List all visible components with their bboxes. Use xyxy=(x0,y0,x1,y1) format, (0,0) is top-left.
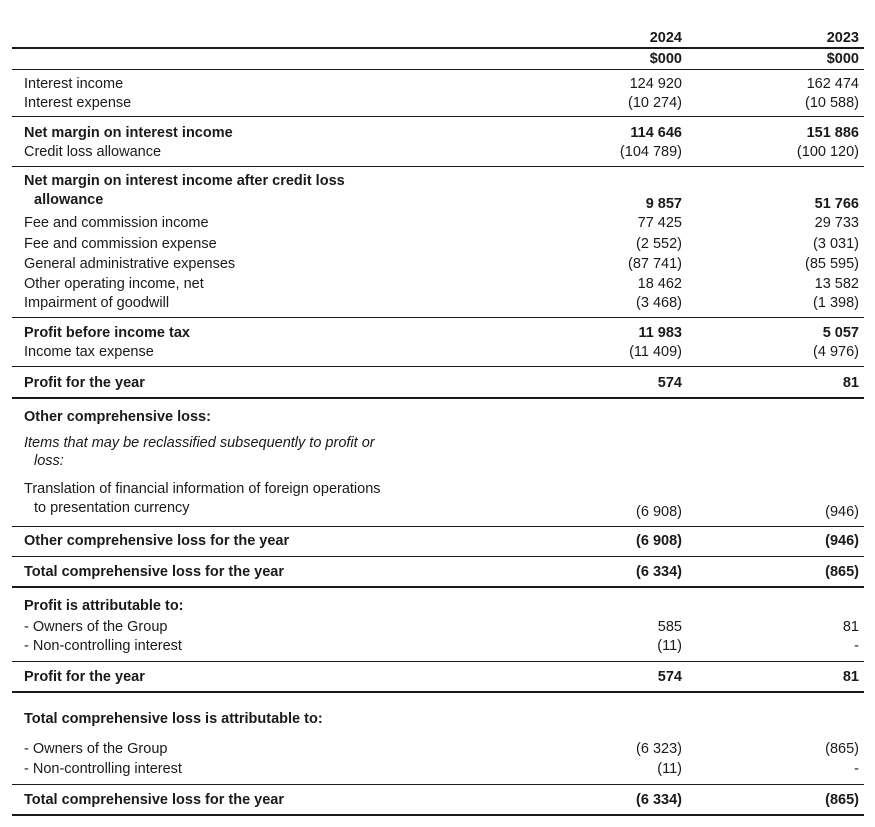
row-label: Income tax expense xyxy=(24,344,154,360)
rule xyxy=(12,366,864,367)
row-label: Other comprehensive loss for the year xyxy=(24,533,290,549)
value-2023: (865) xyxy=(825,741,859,757)
row-label: Profit for the year xyxy=(24,375,145,391)
row-label: - Owners of the Group xyxy=(24,619,168,635)
row-label: Fee and commission income xyxy=(24,215,209,231)
value-2023: (865) xyxy=(825,792,859,808)
rule xyxy=(12,526,864,527)
double-rule xyxy=(12,397,864,399)
value-2023: (946) xyxy=(825,533,859,549)
value-2024: (104 789) xyxy=(619,144,682,160)
row-label: Profit before income tax xyxy=(24,325,190,341)
row-label: Interest expense xyxy=(24,95,132,111)
value-2023: 5 057 xyxy=(822,325,859,341)
unit-rule xyxy=(12,69,864,70)
row-label: - Non-controlling interest xyxy=(24,761,182,777)
value-2024: 77 425 xyxy=(637,215,682,231)
row-label: Interest income xyxy=(24,76,124,92)
value-2024: 114 646 xyxy=(630,125,682,141)
header-rule xyxy=(12,47,864,49)
rule xyxy=(12,784,864,785)
value-2023: 81 xyxy=(842,669,859,685)
value-2024: (6 323) xyxy=(636,741,682,757)
value-2023: (946) xyxy=(825,504,859,520)
value-2024: (11 409) xyxy=(629,344,682,360)
double-rule xyxy=(12,814,864,816)
row-label: Net margin on interest income xyxy=(24,125,233,141)
value-2023: (865) xyxy=(825,564,859,580)
row-label: Impairment of goodwill xyxy=(24,295,170,311)
year-2023: 2023 xyxy=(826,30,859,46)
row-label: Fee and commission expense xyxy=(24,236,217,252)
value-2023: 29 733 xyxy=(814,215,859,231)
value-2024: 585 xyxy=(657,619,682,635)
value-2023: (85 595) xyxy=(804,256,859,272)
value-2023: - xyxy=(854,761,859,777)
row-label: loss: xyxy=(34,453,64,469)
value-2023: (4 976) xyxy=(813,344,859,360)
value-2023: 81 xyxy=(842,375,859,391)
value-2024: 9 857 xyxy=(645,196,682,212)
value-2024: (6 908) xyxy=(636,504,682,520)
unit-2024: $000 xyxy=(649,51,682,67)
row-label: - Non-controlling interest xyxy=(24,638,182,654)
rule xyxy=(12,556,864,557)
value-2023: (3 031) xyxy=(813,236,859,252)
row-label: Profit is attributable to: xyxy=(24,598,184,614)
value-2023: 162 474 xyxy=(806,76,859,92)
row-label: - Owners of the Group xyxy=(24,741,168,757)
row-label: Items that may be reclassified subsequently to profit or xyxy=(24,435,375,451)
row-label: Translation of financial information of foreign operations xyxy=(24,481,381,497)
rule xyxy=(12,116,864,117)
year-2024: 2024 xyxy=(649,30,682,46)
value-2023: 13 582 xyxy=(814,276,859,292)
value-2024: 18 462 xyxy=(637,276,682,292)
row-label: Profit for the year xyxy=(24,669,145,685)
row-label: Other comprehensive loss: xyxy=(24,409,211,425)
value-2024: 574 xyxy=(657,375,682,391)
row-label: Total comprehensive loss for the year xyxy=(24,792,285,808)
value-2024: (6 908) xyxy=(636,533,682,549)
value-2024: (6 334) xyxy=(636,564,682,580)
value-2024: (11) xyxy=(657,638,682,654)
value-2024: 574 xyxy=(657,669,682,685)
rule xyxy=(12,661,864,662)
unit-2023: $000 xyxy=(826,51,859,67)
rule xyxy=(12,317,864,318)
row-label: allowance xyxy=(34,192,104,208)
value-2023: 51 766 xyxy=(814,196,859,212)
row-label: Total comprehensive loss is attributable to: xyxy=(24,711,323,727)
value-2023: (10 588) xyxy=(804,95,859,111)
value-2023: (100 120) xyxy=(796,144,859,160)
row-label: General administrative expenses xyxy=(24,256,236,272)
row-label: Total comprehensive loss for the year xyxy=(24,564,285,580)
value-2023: (1 398) xyxy=(813,295,859,311)
value-2024: 11 983 xyxy=(638,325,682,341)
value-2024: (87 741) xyxy=(627,256,682,272)
value-2024: (6 334) xyxy=(636,792,682,808)
row-label: Net margin on interest income after credit loss xyxy=(24,173,345,189)
value-2024: (2 552) xyxy=(636,236,682,252)
value-2024: (11) xyxy=(657,761,682,777)
rule xyxy=(12,166,864,167)
value-2024: (3 468) xyxy=(636,295,682,311)
value-2023: 81 xyxy=(842,619,859,635)
row-label: Other operating income, net xyxy=(24,276,204,292)
double-rule xyxy=(12,691,864,693)
double-rule xyxy=(12,586,864,588)
value-2024: 124 920 xyxy=(629,76,682,92)
value-2023: 151 886 xyxy=(806,125,859,141)
row-label: Credit loss allowance xyxy=(24,144,162,160)
row-label: to presentation currency xyxy=(34,500,190,516)
value-2024: (10 274) xyxy=(627,95,682,111)
value-2023: - xyxy=(854,638,859,654)
